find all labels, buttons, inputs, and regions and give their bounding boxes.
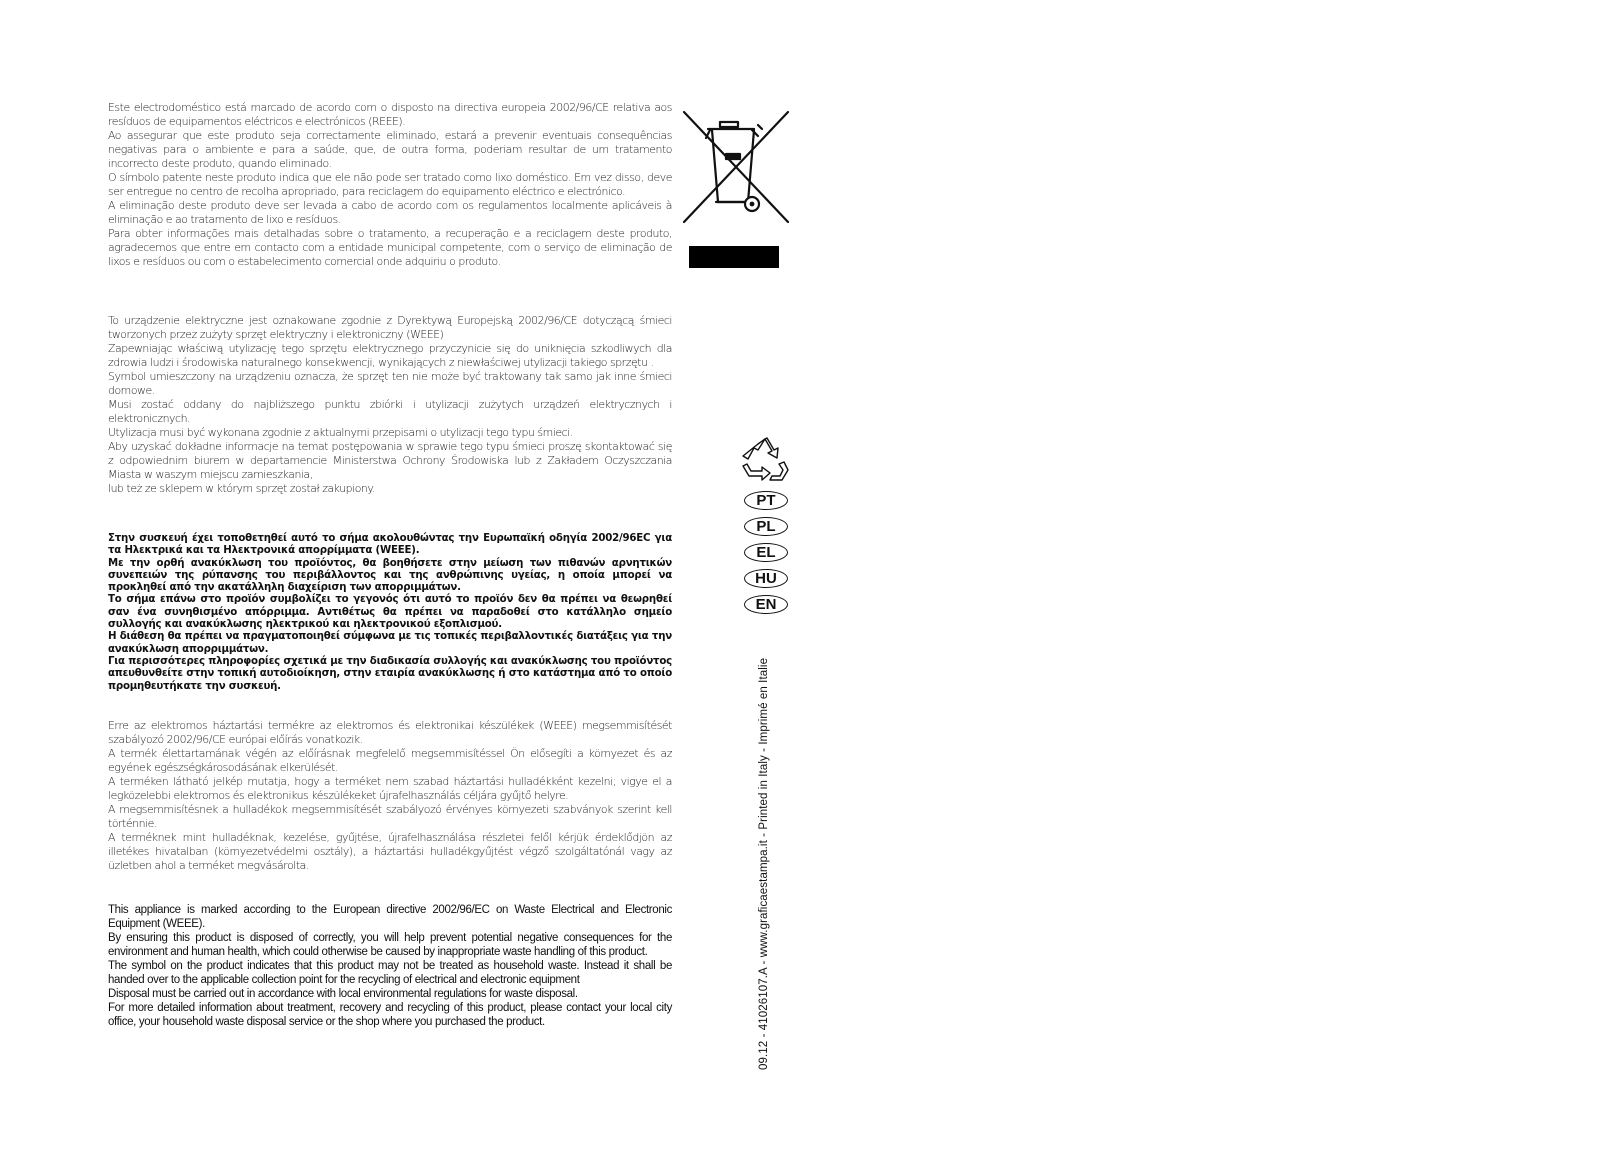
- section-en: [108, 903, 672, 1029]
- lang-badge-el: EL: [744, 543, 788, 562]
- paragraph: Στην συσκευή έχει τοποθετηθεί αυτό το σήμα ακολουθώντας την Ευρωπαϊκή οδηγία 2002/96EC για τα Ηλεκτρικά και τα Ηλεκτρονικά απορρίμματα (WEEE).: [108, 533, 672, 557]
- section-hu: [108, 719, 672, 873]
- section-el: [108, 533, 672, 693]
- black-bar: [689, 246, 779, 268]
- paragraph: Το σήμα επάνω στο προϊόν συμβολίζει το γεγονός ότι αυτό το προϊόν δεν θα πρέπει να θεωρηθεί σαν ένα συνηθισμένο απόρριμμα. Αντιθέτως θα πρέπει να παραδοθεί στο κατάλληλο σημείο συλλογής και ανακύκλωσης ηλεκτρικού και ηλεκτρονικού εξοπλισμού.: [108, 594, 672, 631]
- paragraph: Για περισσότερες πληροφορίες σχετικά με την διαδικασία συλλογής και ανακύκλωσης του προϊόντος απευθυνθείτε στην τοπική αυτοδιοίκηση, στην εταιρία ανακύκλωσης ή στο κατάστημα από το οποίο προμηθευτήκατε την συσκευή.: [108, 655, 672, 692]
- paragraph: Disposal must be carried out in accordance with local environmental regulations for waste disposal.: [108, 988, 578, 1000]
- paragraph: Ao assegurar que este produto seja correctamente eliminado, estará a prevenir eventuais consequências negativas para o ambiente e para a saúde, que, de outra forma, poderiam resultar de um tratamento incorrecto deste produto, quando eliminado.: [108, 129, 672, 170]
- print-footer-text: 09.12 - 41026107.A - www.graficaestampa.it - Printed in Italy - Imprimé en Italie: [758, 657, 770, 1070]
- paragraph: Musi zostać oddany do najbliższego punktu zbiórki i utylizacji zużytych urządzeń elektrycznych i elektronicznych.: [108, 398, 672, 425]
- paragraph: Aby uzyskać dokładne informacje na temat postępowania w sprawie tego typu śmieci proszę skontaktować się z odpowiednim biurem w departamencie Ministerstwa Ochrony Środowiska lub z Zakładem Oczyszczania Miasta w waszym miejscu zamieszkania,: [108, 440, 672, 481]
- paragraph: A terméken látható jelkép mutatja, hogy a terméket nem szabad háztartási hulladékként kezelni; vigye el a legközelebbi elektromos és elektronikus készülékeket újrafelhasználás céljára gyűjtő helyre.: [108, 775, 672, 802]
- paragraph: A terméknek mint hulladéknak, kezelése, gyűjtése, újrafelhasználása részletei felől kérjük érdeklődjön az illetékes hivatalban (környezetvédelmi osztály), a háztartási hulladékgyűjtést végző szolgáltatónál vagy az üzletben ahol a terméket megvásárolta.: [108, 831, 672, 872]
- paragraph: Η διάθεση θα πρέπει να πραγματοποιηθεί σύμφωνα με τις τοπικές περιβαλλοντικές διατάξεις για την ανακύκλωση απορριμμάτων.: [108, 631, 672, 655]
- paragraph: Με την ορθή ανακύκλωση του προϊόντος, θα βοηθήσετε στην μείωση των πιθανών αρνητικών συνεπειών της ρύπανσης του περιβάλλοντος και της ανθρώπινης υγείας, η οποία μπορεί να προκληθεί από την ακατάλληλη διαχείριση των απορριμμάτων.: [108, 557, 672, 594]
- lang-badge-pt: PT: [744, 491, 788, 510]
- lang-badge-hu: HU: [744, 569, 788, 588]
- paragraph: Zapewniając właściwą utylizację tego sprzętu elektrycznego przyczynicie się do uniknięcia szkodliwych dla zdrowia ludzi i środowiska naturalnego konsekwencji, wynikających z niewłaściwej utylizacji takiego sprzętu .: [108, 342, 672, 369]
- paragraph: Utylizacja musi być wykonana zgodnie z aktualnymi przepisami o utylizacji tego typu śmieci.: [108, 426, 573, 439]
- recycle-icon: [740, 436, 790, 486]
- lang-badge-pl: PL: [744, 517, 788, 536]
- paragraph: A eliminação deste produto deve ser levada a cabo de acordo com os regulamentos localmente aplicáveis à eliminação e ao tratamento de lixo e resíduos.: [108, 199, 672, 226]
- paragraph: Symbol umieszczony na urządzeniu oznacza, że sprzęt ten nie może być traktowany tak samo jak inne śmieci domowe.: [108, 370, 672, 397]
- paragraph: Erre az elektromos háztartási termékre az elektromos és elektronikai készülékek (WEEE) megsemmisítését szabályozó 2002/96/CE európai előírás vonatkozik.: [108, 719, 672, 746]
- paragraph: For more detailed information about treatment, recovery and recycling of this product, please contact your local city office, your household waste disposal service or the shop where you purchased the product.: [108, 1002, 672, 1028]
- lang-badge-en: EN: [744, 595, 788, 614]
- paragraph: To urządzenie elektryczne jest oznakowane zgodnie z Dyrektywą Europejską 2002/96/CE dotyczącą śmieci tworzonych przez zużyty sprzęt elektryczny i elektroniczny (WEEE): [108, 314, 672, 341]
- paragraph: The symbol on the product indicates that this product may not be treated as household waste. Instead it shall be handed over to the applicable collection point for the recycling of electrical and electronic equipment: [108, 960, 672, 986]
- paragraph: lub też ze sklepem w którym sprzęt został zakupiony.: [108, 482, 375, 495]
- section-pl: [108, 314, 672, 496]
- paragraph: This appliance is marked according to the European directive 2002/96/EC on Waste Electrical and Electronic Equipment (WEEE).: [108, 904, 672, 930]
- paragraph: Para obter informações mais detalhadas sobre o tratamento, a recuperação e a reciclagem deste produto, agradecemos que entre em contacto com a entidade municipal competente, com o serviço de eliminação de lixos e resíduos ou com o estabelecimento comercial onde adquiriu o produto.: [108, 227, 672, 268]
- crossed-out-bin-icon: [682, 110, 790, 228]
- paragraph: By ensuring this product is disposed of correctly, you will help prevent potential negative consequences for the environment and human health, which could otherwise be caused by inappropriate waste handling of this product.: [108, 932, 672, 958]
- paragraph: Este electrodoméstico está marcado de acordo com o disposto na directiva europeia 2002/96/CE relativa aos resíduos de equipamentos eléctricos e electrónicos (REEE).: [108, 101, 672, 128]
- paragraph: A megsemmisítésnek a hulladékok megsemmisítését szabályozó érvényes környezeti szabványok szerint kell történnie.: [108, 803, 672, 830]
- paragraph: A termék élettartamának végén az előírásnak megfelelő megsemmisítéssel Ön elősegíti a környezet és az egyének egészségkárosodásának elkerülését.: [108, 747, 672, 774]
- section-pt: [108, 101, 672, 269]
- paragraph: O símbolo patente neste produto indica que ele não pode ser tratado como lixo doméstico. Em vez disso, deve ser entregue no centro de recolha apropriado, para reciclagem do equipamento eléctrico e electrónico.: [108, 171, 672, 198]
